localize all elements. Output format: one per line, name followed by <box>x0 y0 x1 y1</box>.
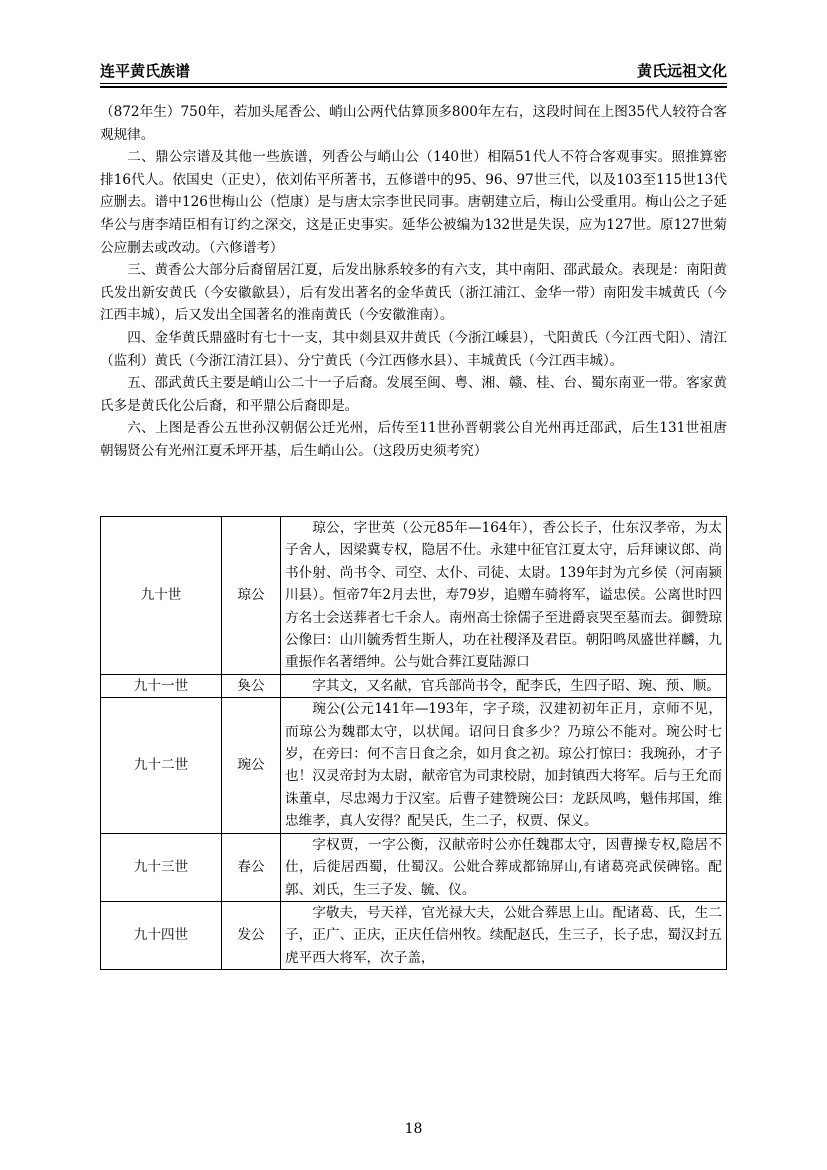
bio-cell: 字权贾，一字公衡，汉献帝时公亦任魏郡太守，因曹操专权,隐居不仕，后徙居西蜀，仕蜀汉。公妣合葬成都锦屏山,有诸葛亮武侯碑铭。配郭、刘氏，生三子发、毓、仪。 <box>281 833 727 901</box>
body-text <box>100 101 727 463</box>
genealogy-table <box>100 516 727 970</box>
name-cell: 奐公 <box>222 674 281 697</box>
header-right-title: 黄氏远祖文化 <box>636 62 727 80</box>
header-rule-thick <box>100 86 727 88</box>
paragraph-2: 二、鼎公宗谱及其他一些族谱，列香公与峭山公（140世）相隔51代人不符合客观事实。照推算密排16代人。依国史（正史），依刘佑平所著书，五修谱中的95、96、97世三代，以及103至115世13代应删去。谱中126世梅山公（恺康）是与唐太宗李世民同事。唐朝建立后，梅山公受重用。梅山公之子延华公与唐李靖臣相有订约之深交，这是正史事实。延华公被编为132世是失误，应为127世。原127世菊公应删去或改动。（六修谱考） <box>100 149 727 256</box>
page-header <box>100 60 727 82</box>
bio-cell: 琼公，字世英（公元85年—164年），香公长子，仕东汉孝帝，为太子舍人，因梁冀专权，隐居不仕。永建中征官江夏太守，后拜谏议郎、尚书仆射、尚书令、司空、太仆、司徒、太尉。139年封为亢乡侯（河南颍川县）。恒帝7年2月去世，寿79岁，追赠车骑将军，谥忠侯。公离世时四方名士会送葬者七千余人。南州高士徐儒子至进爵哀哭至墓而去。御赞琼公像曰：山川毓秀哲生斯人，功在社稷泽及君臣。朝阳鸣凤盛世祥麟，九重振作名著缙绅。公与妣合葬江夏陆源口 <box>281 517 727 675</box>
table-row <box>101 674 727 697</box>
generation-cell: 九十二世 <box>101 698 222 833</box>
paragraph-6: 六、上图是香公五世孙汉朝倨公迁光州，后传至11世孙晋朝裳公自光州再迁邵武，后生131世祖唐朝锡贤公有光州江夏禾坪开基，后生峭山公。（这段历史须考究） <box>100 420 727 459</box>
table-row <box>101 901 727 969</box>
paragraph-5: 五、邵武黄氏主要是峭山公二十一子后裔。发展至闽、粤、湘、赣、桂、台、蜀东南亚一带。客家黄氏多是黄氏化公后裔，和平鼎公后裔即是。 <box>100 375 727 414</box>
header-rule-thin <box>100 83 727 84</box>
table-row <box>101 517 727 675</box>
name-cell: 春公 <box>222 833 281 901</box>
name-cell: 发公 <box>222 901 281 969</box>
generation-cell: 九十三世 <box>101 833 222 901</box>
generation-cell: 九十一世 <box>101 674 222 697</box>
paragraph-3: 三、黄香公大部分后裔留居江夏，后发出脉系较多的有六支，其中南阳、邵武最众。表现是：南阳黄氏发出新安黄氏（今安徽歙县），后有发出著名的金华黄氏（浙江浦江、金华一带）南阳发丰城黄氏（今江西丰城），后又发出全国著名的淮南黄氏（今安徽淮南）。 <box>100 262 727 324</box>
table-row <box>101 698 727 833</box>
paragraph-continuation: （872年生）750年，若加头尾香公、峭山公两代估算顶多800年左右，这段时间在上图35代人较符合客观规律。 <box>100 104 727 143</box>
generation-cell: 九十四世 <box>101 901 222 969</box>
name-cell: 琬公 <box>222 698 281 833</box>
page-number: 18 <box>404 1121 423 1137</box>
bio-cell: 琬公(公元141年—193年，字子琰，汉建初初年正月，京师不见，而琼公为魏郡太守，以状闻。诏问日食多少？乃琼公不能对。琬公时七岁，在旁曰：何不言日食之余，如月食之初。琼公打惊曰：我琬孙，才子也！汉灵帝封为太尉，献帝官为司隶校尉，加封镇西大将军。后与王允而诛董卓，尽忠竭力于汉室。后曹子建赞琬公曰：龙跃凤鸣，魁伟邦国，维忠维孝，真人安得？配吴氏，生二子，权贾、保义。 <box>281 698 727 833</box>
table-row <box>101 833 727 901</box>
paragraph-4: 四、金华黄氏鼎盛时有七十一支，其中剡县双井黄氏（今浙江嵊县），弋阳黄氏（今江西弋阳）、清江（监利）黄氏（今浙江清江县）、分宁黄氏（今江西修水县）、丰城黄氏（今江西丰城）。 <box>100 329 727 369</box>
bio-cell: 字敬夫，号天祥，官光禄大夫，公妣合葬思上山。配诸葛、氏，生二子，正广、正庆，正庆任信州牧。续配赵氏，生三子，长子忠，蜀汉封五虎平西大将军，次子盖， <box>281 901 727 969</box>
bio-cell: 字其文，又名献，官兵部尚书令，配李氏，生四子昭、琬、预、顺。 <box>281 674 727 697</box>
header-left-title: 连平黄氏族谱 <box>100 62 191 80</box>
name-cell: 琼公 <box>222 517 281 675</box>
generation-cell: 九十世 <box>101 517 222 675</box>
